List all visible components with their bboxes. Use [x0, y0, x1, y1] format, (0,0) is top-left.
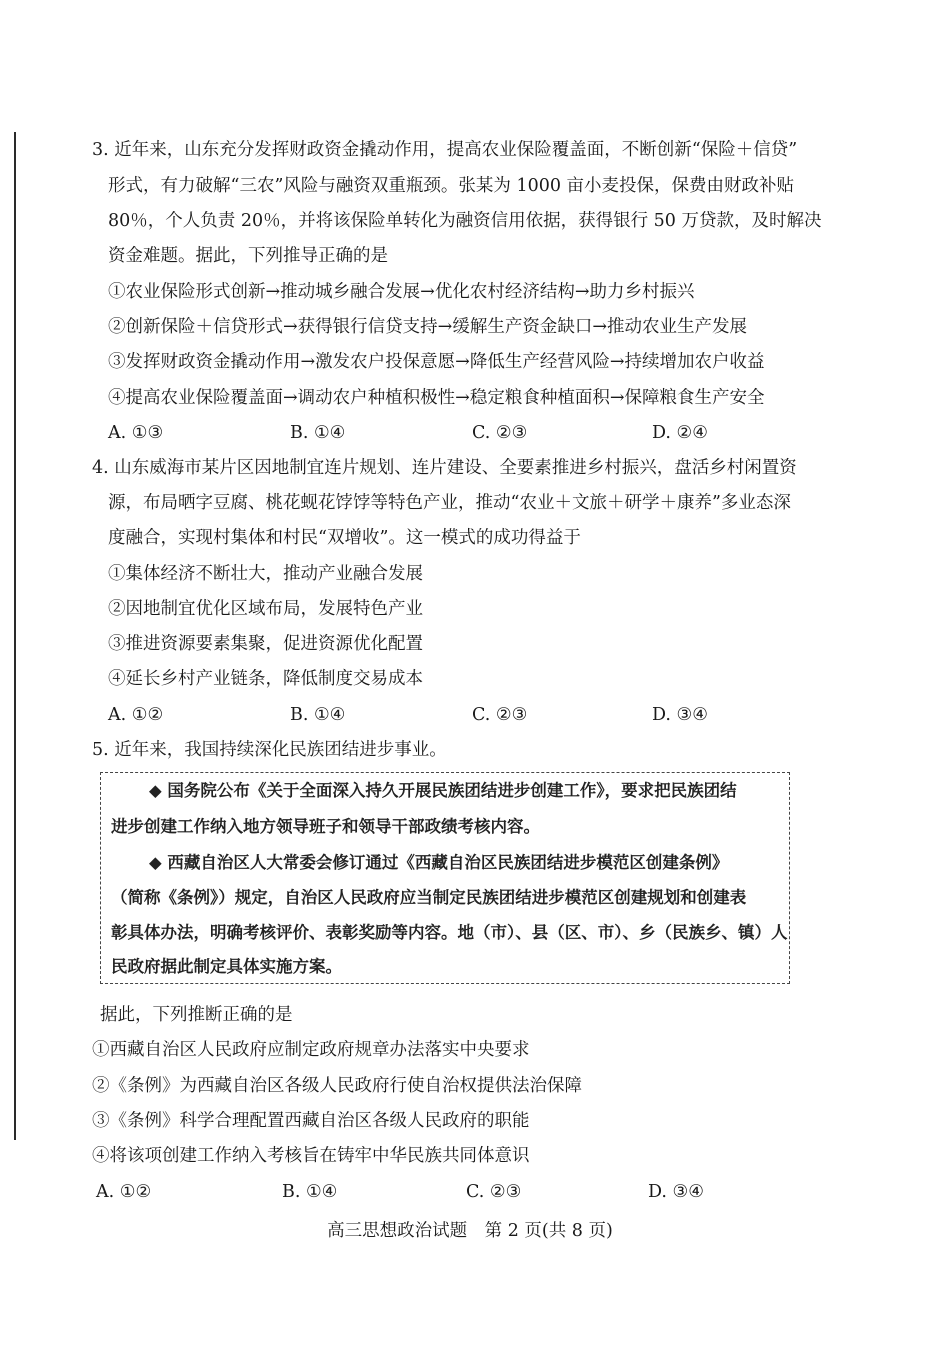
q5-statement: ④将该项创建工作纳入考核旨在铸牢中华民族共同体意识: [92, 1146, 530, 1166]
q5-material-line: 民政府据此制定具体实施方案。: [111, 957, 342, 976]
q5-question: 据此，下列推断正确的是: [100, 1005, 293, 1025]
q5-option-c: C. ②③: [466, 1182, 522, 1202]
q4-stem-line: 度融合，实现村集体和村民“双增收”。这一模式的成功得益于: [108, 528, 581, 548]
q4-option-c: C. ②③: [472, 705, 528, 725]
q5-statement: ③《条例》科学合理配置西藏自治区各级人民政府的职能: [92, 1111, 530, 1131]
q4-statement: ③推进资源要素集聚，促进资源优化配置: [108, 634, 423, 654]
q5-material-line: （简称《条例》）规定，自治区人民政府应当制定民族团结进步模范区创建规划和创建表: [111, 888, 747, 907]
q3-stem-line: 形式，有力破解“三农”风险与融资双重瓶颈。张某为 1000 亩小麦投保，保费由财政补贴: [108, 176, 795, 196]
q5-material-line: ◆ 国务院公布《关于全面深入持久开展民族团结进步创建工作》，要求把民族团结: [149, 781, 737, 800]
q5-intro: 5. 近年来，我国持续深化民族团结进步事业。: [92, 740, 447, 760]
q4-statement: ②因地制宜优化区域布局，发展特色产业: [108, 599, 423, 619]
q3-statement: ③发挥财政资金撬动作用→激发农户投保意愿→降低生产经营风险→持续增加农户收益: [108, 352, 765, 372]
q4-statement: ①集体经济不断壮大，推动产业融合发展: [108, 564, 423, 584]
q5-statement: ①西藏自治区人民政府应制定政府规章办法落实中央要求: [92, 1040, 530, 1060]
q5-material-line: 彰具体办法，明确考核评价、表彰奖励等内容。地（市）、县（区、市）、乡（民族乡、镇）人: [111, 923, 788, 942]
q5-option-d: D. ③④: [648, 1182, 704, 1202]
q5-statement: ②《条例》为西藏自治区各级人民政府行使自治权提供法治保障: [92, 1076, 582, 1096]
q4-option-a: A. ①②: [108, 705, 164, 725]
q3-option-a: A. ①③: [108, 423, 164, 443]
page-footer: 高三思想政治试题 第 2 页(共 8 页): [327, 1221, 613, 1241]
q3-statement: ②创新保险＋信贷形式→获得银行信贷支持→缓解生产资金缺口→推动农业生产发展: [108, 317, 747, 337]
q4-option-d: D. ③④: [652, 705, 708, 725]
q4-statement: ④延长乡村产业链条，降低制度交易成本: [108, 669, 423, 689]
q3-statement: ①农业保险形式创新→推动城乡融合发展→优化农村经济结构→助力乡村振兴: [108, 282, 695, 302]
q5-material-box: [100, 772, 790, 984]
q3-stem-line: 80％，个人负责 20％，并将该保险单转化为融资信用依据，获得银行 50 万贷款，及时解决: [108, 211, 822, 231]
q3-statement: ④提高农业保险覆盖面→调动农户种植积极性→稳定粮食种植面积→保障粮食生产安全: [108, 388, 765, 408]
q4-stem-line: 4. 山东威海市某片区因地制宜连片规划、连片建设、全要素推进乡村振兴，盘活乡村闲置资: [92, 458, 797, 478]
q5-option-a: A. ①②: [96, 1182, 152, 1202]
q3-option-b: B. ①④: [290, 423, 346, 443]
q3-option-c: C. ②③: [472, 423, 528, 443]
q3-option-d: D. ②④: [652, 423, 708, 443]
q5-material-line: ◆ 西藏自治区人大常委会修订通过《西藏自治区民族团结进步模范区创建条例》: [149, 853, 729, 872]
margin-binding-line: [14, 132, 16, 1140]
q4-stem-line: 源，布局晒字豆腐、桃花蚬花饽饽等特色产业，推动“农业＋文旅＋研学＋康养”多业态深: [108, 493, 791, 513]
q5-material-line: 进步创建工作纳入地方领导班子和领导干部政绩考核内容。: [111, 817, 540, 836]
q4-option-b: B. ①④: [290, 705, 346, 725]
q3-stem-line: 3. 近年来，山东充分发挥财政资金撬动作用，提高农业保险覆盖面，不断创新“保险＋信贷”: [92, 140, 798, 160]
q3-stem-line: 资金难题。据此，下列推导正确的是: [108, 246, 388, 266]
q5-option-b: B. ①④: [282, 1182, 338, 1202]
